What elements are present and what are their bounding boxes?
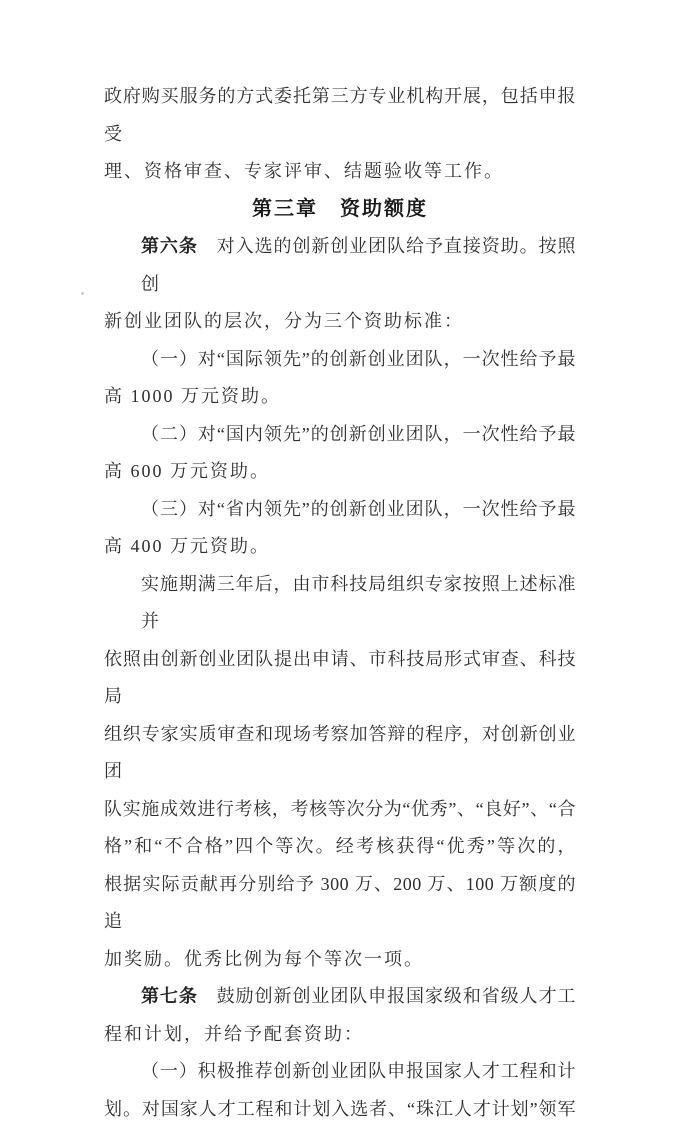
line-text: 对入选的创新创业团队给予直接资助。按照创 [141,236,576,294]
article-number: 第六条 [141,236,198,256]
text-line: 队实施成效进行考核，考核等次分为“优秀”、“良好”、“合 [104,791,576,829]
text-line [104,228,576,303]
text-line: 理、资格审查、专家评审、结题验收等工作。 [104,153,576,191]
text-line: 划。对国家人才工程和计划入选者、“珠江人才计划”领军 [104,1091,576,1128]
text-line: （一）积极推荐创新创业团队申报国家人才工程和计 [104,1053,576,1091]
article-number: 第七条 [141,986,198,1006]
text-line: 实施期满三年后，由市科技局组织专家按照上述标准并 [104,566,576,641]
text-line: 加奖励。优秀比例为每个等次一项。 [104,941,576,979]
text-line: 政府购买服务的方式委托第三方专业机构开展，包括申报受 [104,78,576,153]
text-line: （二）对“国内领先”的创新创业团队，一次性给予最 [104,416,576,454]
text-line: （三）对“省内领先”的创新创业团队，一次性给予最 [104,491,576,529]
text-line: 组织专家实质审查和现场考察加答辩的程序，对创新创业团 [104,716,576,791]
text-line: （一）对“国际领先”的创新创业团队，一次性给予最 [104,341,576,379]
text-line: 新创业团队的层次，分为三个资助标准： [104,303,576,341]
text-line: 依照由创新创业团队提出申请、市科技局形式审查、科技局 [104,641,576,716]
scan-speck [81,292,84,295]
chapter-heading: 第三章 资助额度 [104,191,576,229]
text-line: 高 600 万元资助。 [104,453,576,491]
text-line: 高 1000 万元资助。 [104,378,576,416]
text-line: 高 400 万元资助。 [104,528,576,566]
document-text-block [104,78,576,1128]
text-line: 根据实际贡献再分别给予 300 万、200 万、100 万额度的追 [104,866,576,941]
text-line [104,978,576,1016]
text-line: 程和计划，并给予配套资助： [104,1016,576,1054]
line-text: 鼓励创新创业团队申报国家级和省级人才工 [198,986,576,1006]
text-line: 格”和“不合格”四个等次。经考核获得“优秀”等次的， [104,828,576,866]
